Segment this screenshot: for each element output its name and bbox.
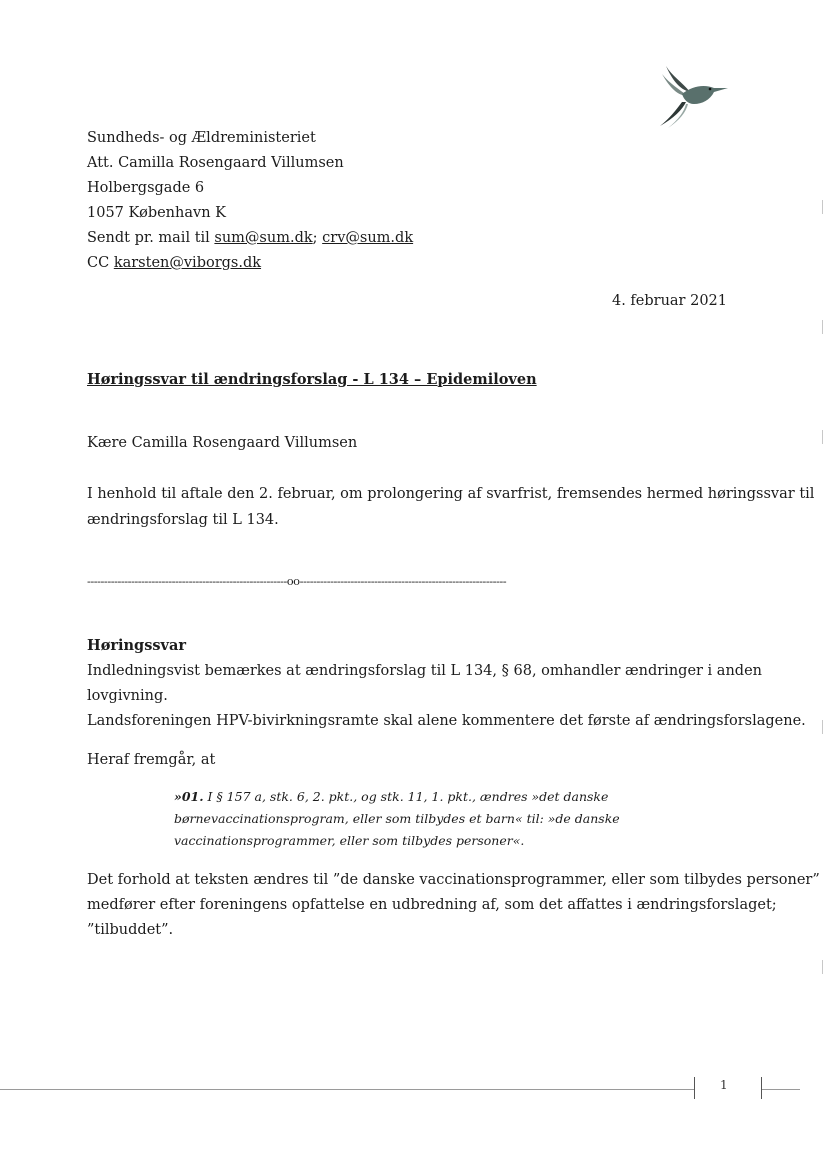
mail-line: [87, 226, 413, 251]
closing-line-3: ”tilbuddet”.: [87, 922, 174, 938]
section-heading: Høringssvar: [87, 637, 186, 654]
cc-prefix: CC: [87, 255, 114, 271]
intro-line-1: I henhold til aftale den 2. februar, om prolongering af svarfrist, fremsendes hermed høringssvar til: [87, 486, 815, 502]
quote-line-3: vaccinationsprogrammer, eller som tilbydes personer«.: [174, 833, 525, 848]
quote-line-2: børnevaccinationsprogram, eller som tilbydes et barn« til: »de danske: [174, 811, 620, 826]
intro-line-2: ændringsforslag til L 134.: [87, 512, 279, 528]
quote-line-1-text: I § 157 a, stk. 6, 2. pkt., og stk. 11, 1. pkt., ændres »det danske: [203, 789, 609, 804]
footer-rule: [0, 1089, 800, 1090]
paragraph-2: Heraf fremgår, at: [87, 752, 216, 768]
paragraph-1-line-1: Indledningsvist bemærkes at ændringsforslag til L 134, § 68, omhandler ændringer i anden: [87, 663, 762, 679]
email-link-crv[interactable]: crv@sum.dk: [322, 230, 414, 246]
mail-prefix: Sendt pr. mail til: [87, 230, 215, 246]
email-link-sum[interactable]: sum@sum.dk: [214, 230, 313, 246]
salutation: Kære Camilla Rosengaard Villumsen: [87, 435, 358, 451]
paragraph-1-line-2: lovgivning.: [87, 688, 168, 704]
hummingbird-icon: [652, 62, 730, 130]
quote-line-1: [174, 786, 608, 808]
closing-line-2: medfører efter foreningens opfattelse en udbredning af, som det affattes i ændringsforslaget;: [87, 897, 777, 913]
mail-separator: ;: [312, 230, 323, 246]
letter-date: 4. februar 2021: [611, 293, 727, 309]
scan-edge-marks: [822, 200, 824, 1000]
closing-line-1: Det forhold at teksten ændres til ”de danske vaccinationsprogrammer, eller som tilbydes personer”: [87, 872, 820, 888]
cc-line: [87, 251, 261, 276]
page-number: 1: [720, 1078, 728, 1092]
recipient-attention: Att. Camilla Rosengaard Villumsen: [87, 155, 344, 171]
quote-number: »01.: [174, 789, 204, 804]
recipient-name: Sundheds- og Ældreministeriet: [87, 130, 316, 146]
subject-heading: Høringssvar til ændringsforslag - L 134 – Epidemiloven: [87, 371, 537, 388]
recipient-street: Holbergsgade 6: [87, 180, 205, 196]
email-link-cc[interactable]: karsten@viborgs.dk: [113, 255, 262, 271]
section-divider: -----------------------------------------------------------oo-------------------------------------------------------------: [87, 574, 507, 588]
paragraph-1-line-3: Landsforeningen HPV-bivirkningsramte skal alene kommentere det første af ændringsforslagene.: [87, 713, 806, 729]
page-number-box: [694, 1077, 762, 1099]
recipient-city: 1057 København K: [87, 205, 226, 221]
